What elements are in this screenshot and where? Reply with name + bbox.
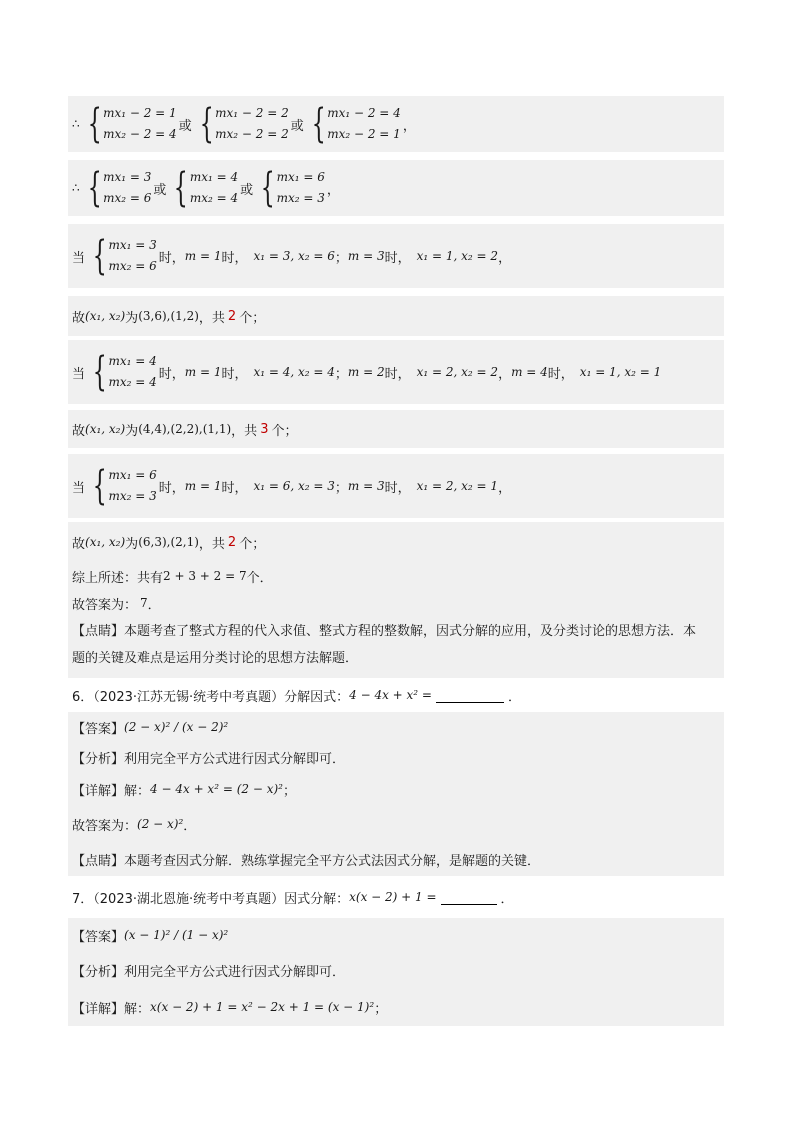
equation-system: { mx₁ = 4 mx₂ = 4 — [92, 349, 157, 395]
equation-system: { mx₁ = 4 mx₂ = 4 — [174, 165, 239, 211]
summary-row: 综上所述：共有 2 + 3 + 2 = 7 个． — [68, 562, 724, 590]
result-row-1: 故 (x₁, x₂) 为 (3,6),(1,2) ，共 2 个； — [68, 296, 724, 336]
detail-row-7: 【详解】 解： x(x − 2) + 1 = x² − 2x + 1 = (x − 1)² ； — [68, 988, 724, 1026]
comment-row-6: 【点睛】 本题考查因式分解．熟练掌握完全平方公式法因式分解，是解题的关键． — [68, 842, 724, 876]
equation-system: { mx₁ = 3 mx₂ = 6 — [92, 233, 157, 279]
final-row-6: 故答案为： (2 − x)² ． — [68, 806, 724, 842]
question-7: 7．（2023·湖北恩施·统考中考真题）因式分解： x(x − 2) + 1 = ． — [68, 876, 724, 918]
system-row-2: ∴ { mx₁ = 3 mx₂ = 6 或 { mx₁ = 4 mx₂ = 4 或 { mx₁ = 6 mx₂ = 3 ， — [68, 160, 724, 216]
equation-system: { mx₁ = 6 mx₂ = 3 — [92, 463, 157, 509]
case-row-2: 当 { mx₁ = 4 mx₂ = 4 时， m = 1 时， x₁ = 4, x₂ = 4 ； m = 2 时， x₁ = 2, x₂ = 2 ， m = 4 时， x₁ = 1, x₂ = 1 — [68, 340, 724, 404]
answer-blank — [436, 688, 504, 703]
solution-page — [68, 96, 724, 1026]
equation-system: { mx₁ − 2 = 1 mx₂ − 2 = 4 — [87, 101, 177, 147]
detail-row-6: 【详解】 解： 4 − 4x + x² = (2 − x)² ； — [68, 772, 724, 806]
case-row-1: 当 { mx₁ = 3 mx₂ = 6 时， m = 1 时， x₁ = 3, x₂ = 6 ； m = 3 时， x₁ = 1, x₂ = 2 ， — [68, 224, 724, 288]
case-row-3: 当 { mx₁ = 6 mx₂ = 3 时， m = 1 时， x₁ = 6, x₂ = 3 ； m = 3 时， x₁ = 2, x₂ = 1 ， — [68, 454, 724, 518]
equation-system: { mx₁ − 2 = 2 mx₂ − 2 = 2 — [199, 101, 289, 147]
equation-system: { mx₁ = 3 mx₂ = 6 — [87, 165, 152, 211]
answer-blank — [441, 890, 497, 905]
result-row-2: 故 (x₁, x₂) 为 (4,4),(2,2),(1,1) ，共 3 个； — [68, 410, 724, 448]
result-row-3: 故 (x₁, x₂) 为 (6,3),(2,1) ，共 2 个； — [68, 522, 724, 562]
analysis-row-6: 【分析】 利用完全平方公式进行因式分解即可． — [68, 742, 724, 772]
comment-block-5: 【点睛】本题考查了整式方程的代入求值、整式方程的整数解，因式分解的应用，及分类讨论的思想方法．本 题的关键及难点是运用分类讨论的思想方法解题． — [68, 616, 724, 678]
equation-system: { mx₁ − 2 = 4 mx₂ − 2 = 1 — [311, 101, 401, 147]
question-6: 6．（2023·江苏无锡·统考中考真题）分解因式： 4 − 4x + x² = ． — [68, 678, 724, 712]
answer-row-7: 【答案】 (x − 1)² / (1 − x)² — [68, 918, 724, 952]
answer-row-6: 【答案】 (2 − x)² / (x − 2)² — [68, 712, 724, 742]
analysis-row-7: 【分析】 利用完全平方公式进行因式分解即可． — [68, 952, 724, 988]
system-row-1: ∴ { mx₁ − 2 = 1 mx₂ − 2 = 4 或 { mx₁ − 2 = 2 mx₂ − 2 = 2 或 { mx₁ − 2 = 4 mx₂ − 2 = 1 ， — [68, 96, 724, 152]
equation-system: { mx₁ = 6 mx₂ = 3 — [260, 165, 325, 211]
answer-row-5: 故答案为： 7 ． — [68, 590, 724, 616]
